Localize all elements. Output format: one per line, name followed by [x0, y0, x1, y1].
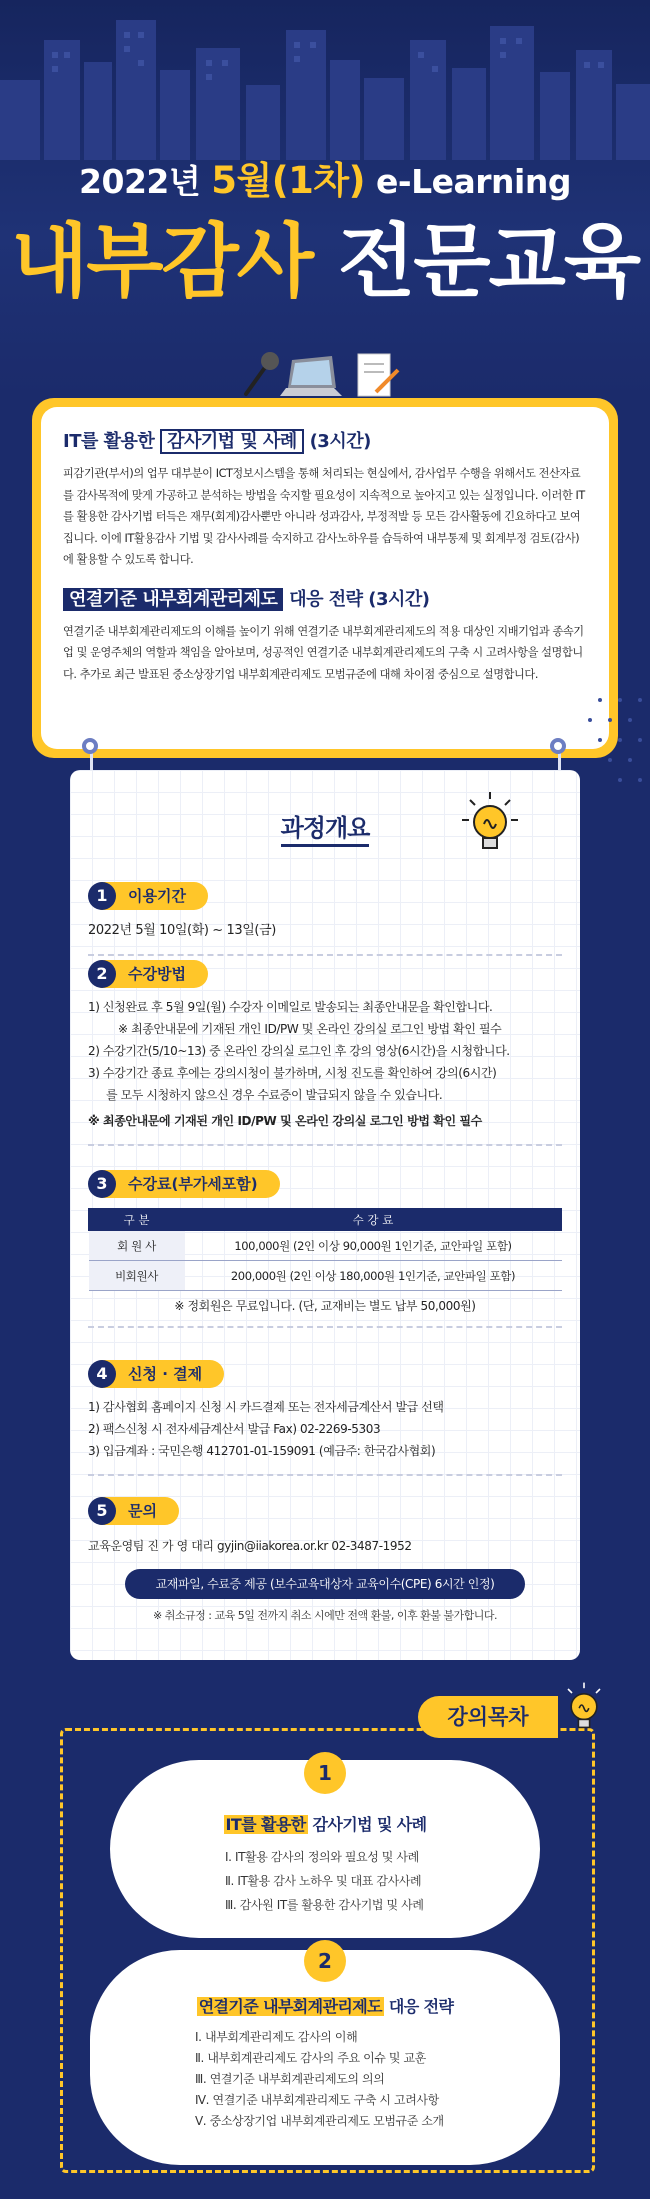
apply-line: 1) 감사협회 홈페이지 신청 시 카드결제 또는 전자세금계산서 발급 선택	[88, 1400, 444, 1414]
list-item: Ⅴ. 중소상장기업 내부회계관리제도 모범규준 소개	[195, 2114, 444, 2128]
toc-card-title: 연결기준 내부회계관리제도 대응 전략	[198, 1997, 454, 2016]
section-label: 문의	[100, 1497, 179, 1525]
toc-number: 2	[304, 1940, 346, 1982]
section-number: 1	[88, 882, 116, 910]
method-line: 를 모두 시청하지 않으신 경우 수료증이 발급되지 않을 수 있습니다.	[106, 1088, 443, 1102]
section-apply	[88, 1358, 562, 1476]
list-item: Ⅰ. IT활용 감사의 정의와 필요성 및 사례	[225, 1850, 419, 1864]
toc-tag: 강의목차	[418, 1696, 558, 1738]
section-label: 신청 · 결제	[100, 1360, 224, 1388]
section-number: 2	[88, 960, 116, 988]
city-skyline-icon	[0, 0, 650, 160]
section-contact	[88, 1495, 562, 1623]
divider	[88, 1144, 562, 1146]
apply-line: 2) 팩스신청 시 전자세금계산서 발급 Fax) 02-2269-5303	[88, 1422, 381, 1436]
method-line: 3) 수강기간 종료 후에는 강의시청이 불가하며, 시청 진도를 확인하여 강의(6시간)	[88, 1066, 497, 1080]
list-item: Ⅱ. IT활용 감사 노하우 및 대표 감사사례	[225, 1874, 422, 1888]
section-number: 4	[88, 1360, 116, 1388]
fee-table	[88, 1208, 562, 1291]
section-number: 3	[88, 1170, 116, 1198]
table-row: 비회원사 200,000원 (2인 이상 180,000원 1인기준, 교안파일 포함)	[89, 1261, 562, 1291]
period-text: 2022년 5월 10일(화) ~ 13일(금)	[88, 923, 276, 938]
list-item: Ⅱ. 내부회계관리제도 감사의 주요 이슈 및 교훈	[195, 2051, 426, 2065]
section-label: 이용기간	[100, 882, 208, 910]
hero-banner	[0, 0, 650, 395]
fee-header: 수 강 료	[185, 1209, 562, 1231]
microphone-laptop-document-icon	[240, 348, 410, 398]
lightbulb-icon	[460, 790, 520, 860]
divider	[88, 954, 562, 956]
list-item: Ⅲ. 감사원 IT를 활용한 감사기법 및 사례	[225, 1898, 424, 1912]
list-item: Ⅰ. 내부회계관리제도 감사의 이해	[195, 2030, 358, 2044]
toc-list	[90, 2027, 560, 2132]
method-line: ※ 최종안내문에 기재된 개인 ID/PW 및 온라인 강의실 로그인 방법 확인 필수	[118, 1022, 502, 1036]
section-label: 수강방법	[100, 960, 208, 988]
intro-sec2-title: 연결기준 내부회계관리제도 대응 전략 (3시간)	[63, 585, 587, 611]
list-item: Ⅳ. 연결기준 내부회계관리제도 구축 시 고려사항	[195, 2093, 439, 2107]
divider	[88, 1474, 562, 1476]
fee-note: ※ 정회원은 무료입니다. (단, 교재비는 별도 납부 50,000원)	[174, 1299, 476, 1313]
cancel-policy-note: ※ 취소규정 : 교육 5일 전까지 취소 시에만 전액 환불, 이후 환불 불가합니다.	[153, 1609, 497, 1622]
hero-title: 내부감사 전문교육	[10, 215, 640, 308]
contact-text: 교육운영팀 진 가 영 대리 gyjin@iiakorea.or.kr 02-3487-1952	[88, 1539, 412, 1553]
toc-card-2	[90, 1950, 560, 2165]
lightbulb-icon	[560, 1680, 608, 1738]
toc-list	[110, 1845, 540, 1917]
method-line: 2) 수강기간(5/10~13) 중 온라인 강의실 로그인 후 강의 영상(6시간)을 시청합니다.	[88, 1044, 510, 1058]
certificate-info-badge: 교재파일, 수료증 제공 (보수교육대상자 교육이수(CPE) 6시간 인정)	[125, 1569, 525, 1599]
intro-sec2-body: 연결기준 내부회계관리제도의 이해를 높이기 위해 연결기준 내부회계관리제도의 적용 대상인 지배기업과 종속기업 및 운영주체의 역할과 책임을 알아보며, 성공적인 연결기준 내부회계관리제도의 구축 시 고려사항을 설명합니다. 추가로 최근 발표된 중소상장기업 내부회계관리제도 모범규준에 대해 차이점 중심으로 설명합니다.	[63, 624, 584, 681]
table-row: 회 원 사 100,000원 (2인 이상 90,000원 1인기준, 교안파일 포함)	[89, 1231, 562, 1261]
fee-header: 구 분	[89, 1209, 185, 1231]
hero-subtitle: 2022년 5월(1차) e-Learning	[79, 159, 571, 202]
course-title: 과정개요	[88, 808, 562, 843]
method-line: 1) 신청완료 후 5월 9일(월) 수강자 이메일로 발송되는 최종안내문을 확인합니다.	[88, 1000, 493, 1014]
divider	[88, 1326, 562, 1328]
intro-sec1-title: IT를 활용한 감사기법 및 사례 (3시간)	[63, 431, 371, 452]
section-fee	[88, 1168, 562, 1328]
toc-number: 1	[304, 1752, 346, 1794]
ring-icon	[82, 738, 98, 754]
section-period	[88, 880, 562, 956]
section-method	[88, 958, 562, 1146]
toc-card-1	[110, 1760, 540, 1938]
intro-sec1-body: 피감기관(부서)의 업무 대부분이 ICT정보시스템을 통해 처리되는 현실에서, 감사업무 수행을 위해서도 전산자료를 감사목적에 맞게 가공하고 분석하는 방법을 숙지할 필요성이 지속적으로 높아지고 있는 실정입니다. 이러한 IT를 활용한 감사기법 터득은 재무(회계)감사뿐만 아니라 성과감사, 부정적발 등 모든 감사활동에 긴요하다고 보여집니다. 이에 IT활용감사 기법 및 감사사례를 숙지하고 감사노하우를 습득하여 내부통제 및 회계부정 검토(감사)에 활용할 수 있도록 합니다.	[63, 467, 585, 566]
section-number: 5	[88, 1497, 116, 1525]
course-overview-card	[70, 770, 580, 1660]
method-note: ※ 최종안내문에 기재된 개인 ID/PW 및 온라인 강의실 로그인 방법 확인 필수	[88, 1114, 482, 1128]
list-item: Ⅲ. 연결기준 내부회계관리제도의 의의	[195, 2072, 385, 2086]
toc-card-title: IT를 활용한 감사기법 및 사례	[225, 1815, 427, 1834]
apply-line: 3) 입금계좌 : 국민은행 412701-01-159091 (예금주: 한국감사협회)	[88, 1444, 436, 1458]
section-label: 수강료(부가세포함)	[100, 1170, 280, 1198]
